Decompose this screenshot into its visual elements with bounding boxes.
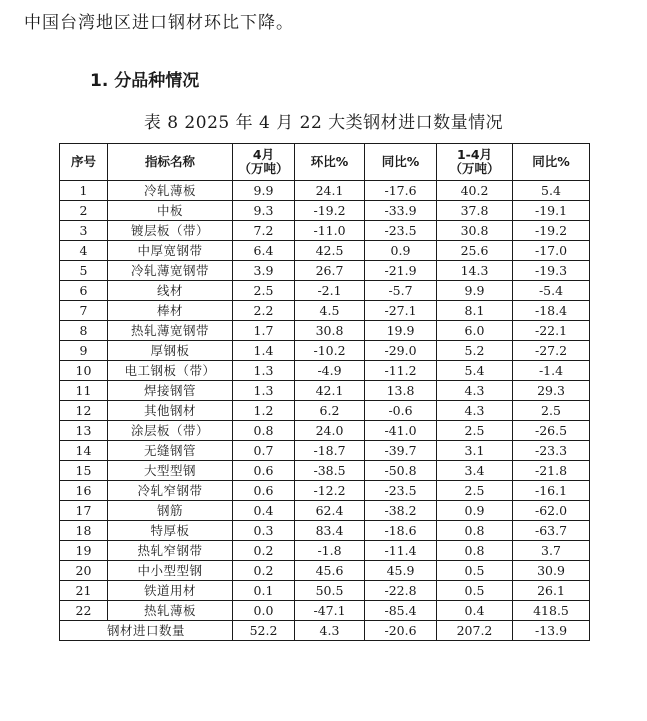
cell-mom: -10.2	[295, 341, 365, 361]
table-row	[60, 481, 590, 501]
cell-mom: 42.5	[295, 241, 365, 261]
cell-seq: 7	[60, 301, 108, 321]
header-april-line2: （万吨）	[238, 161, 289, 176]
total-mom: 4.3	[295, 621, 365, 641]
cell-seq: 13	[60, 421, 108, 441]
cell-ytd-yoy: 418.5	[513, 601, 590, 621]
table-row	[60, 301, 590, 321]
header-seq: 序号	[60, 144, 108, 181]
cell-name: 热轧薄宽钢带	[108, 321, 233, 341]
table-row	[60, 281, 590, 301]
cell-april: 9.9	[233, 181, 295, 201]
cell-seq: 18	[60, 521, 108, 541]
header-april-line1: 4月	[252, 147, 275, 162]
cell-jan-apr: 6.0	[437, 321, 513, 341]
cell-ytd-yoy: -5.4	[513, 281, 590, 301]
cell-mom: -2.1	[295, 281, 365, 301]
cell-seq: 4	[60, 241, 108, 261]
cell-yoy: -17.6	[365, 181, 437, 201]
cell-yoy: -50.8	[365, 461, 437, 481]
cell-april: 6.4	[233, 241, 295, 261]
cell-april: 0.3	[233, 521, 295, 541]
cell-name: 热轧窄钢带	[108, 541, 233, 561]
table-row	[60, 381, 590, 401]
cell-name: 中厚宽钢带	[108, 241, 233, 261]
cell-ytd-yoy: 30.9	[513, 561, 590, 581]
cell-mom: 42.1	[295, 381, 365, 401]
cell-seq: 16	[60, 481, 108, 501]
cell-ytd-yoy: -21.8	[513, 461, 590, 481]
table-row	[60, 201, 590, 221]
cell-april: 0.6	[233, 461, 295, 481]
cell-name: 钢筋	[108, 501, 233, 521]
cell-ytd-yoy: -19.3	[513, 261, 590, 281]
table-row	[60, 181, 590, 201]
header-ytd-yoy: 同比%	[513, 144, 590, 181]
cell-jan-apr: 0.8	[437, 521, 513, 541]
cell-name: 冷轧薄宽钢带	[108, 261, 233, 281]
header-jan-apr-line1: 1-4月	[456, 147, 493, 162]
cell-jan-apr: 0.8	[437, 541, 513, 561]
cell-mom: 4.5	[295, 301, 365, 321]
cell-mom: 26.7	[295, 261, 365, 281]
cell-mom: 24.1	[295, 181, 365, 201]
cell-jan-apr: 5.2	[437, 341, 513, 361]
cell-jan-apr: 30.8	[437, 221, 513, 241]
cell-april: 1.4	[233, 341, 295, 361]
cell-mom: -4.9	[295, 361, 365, 381]
cell-mom: 50.5	[295, 581, 365, 601]
cell-seq: 10	[60, 361, 108, 381]
cell-april: 1.3	[233, 361, 295, 381]
cell-april: 1.2	[233, 401, 295, 421]
cell-ytd-yoy: -19.1	[513, 201, 590, 221]
table-row	[60, 341, 590, 361]
total-yoy: -20.6	[365, 621, 437, 641]
cell-jan-apr: 4.3	[437, 401, 513, 421]
cell-jan-apr: 4.3	[437, 381, 513, 401]
cell-jan-apr: 0.9	[437, 501, 513, 521]
cell-yoy: -27.1	[365, 301, 437, 321]
cell-ytd-yoy: -16.1	[513, 481, 590, 501]
cell-yoy: -41.0	[365, 421, 437, 441]
cell-ytd-yoy: 29.3	[513, 381, 590, 401]
intro-paragraph: 中国台湾地区进口钢材环比下降。	[24, 13, 294, 33]
cell-seq: 6	[60, 281, 108, 301]
table-row	[60, 401, 590, 421]
cell-ytd-yoy: 3.7	[513, 541, 590, 561]
cell-jan-apr: 2.5	[437, 421, 513, 441]
cell-yoy: -85.4	[365, 601, 437, 621]
table-row	[60, 241, 590, 261]
cell-jan-apr: 8.1	[437, 301, 513, 321]
cell-seq: 15	[60, 461, 108, 481]
total-label: 钢材进口数量	[60, 621, 233, 641]
cell-jan-apr: 3.4	[437, 461, 513, 481]
cell-ytd-yoy: -23.3	[513, 441, 590, 461]
table-row	[60, 261, 590, 281]
cell-name: 冷轧窄钢带	[108, 481, 233, 501]
table-row	[60, 361, 590, 381]
cell-jan-apr: 0.4	[437, 601, 513, 621]
cell-april: 2.2	[233, 301, 295, 321]
cell-ytd-yoy: -17.0	[513, 241, 590, 261]
table-row	[60, 601, 590, 621]
cell-jan-apr: 2.5	[437, 481, 513, 501]
cell-ytd-yoy: 5.4	[513, 181, 590, 201]
cell-seq: 21	[60, 581, 108, 601]
cell-name: 中板	[108, 201, 233, 221]
table-row	[60, 521, 590, 541]
cell-jan-apr: 14.3	[437, 261, 513, 281]
cell-name: 中小型型钢	[108, 561, 233, 581]
cell-name: 厚钢板	[108, 341, 233, 361]
cell-ytd-yoy: 26.1	[513, 581, 590, 601]
cell-yoy: -0.6	[365, 401, 437, 421]
cell-yoy: 13.8	[365, 381, 437, 401]
cell-ytd-yoy: -19.2	[513, 221, 590, 241]
cell-seq: 19	[60, 541, 108, 561]
table-body	[60, 181, 590, 641]
total-ytd-yoy: -13.9	[513, 621, 590, 641]
cell-name: 其他钢材	[108, 401, 233, 421]
steel-import-table	[59, 143, 590, 641]
total-april: 52.2	[233, 621, 295, 641]
cell-seq: 9	[60, 341, 108, 361]
cell-yoy: -22.8	[365, 581, 437, 601]
cell-yoy: 0.9	[365, 241, 437, 261]
cell-april: 0.1	[233, 581, 295, 601]
cell-mom: 83.4	[295, 521, 365, 541]
cell-name: 涂层板（带）	[108, 421, 233, 441]
cell-ytd-yoy: -62.0	[513, 501, 590, 521]
cell-april: 0.0	[233, 601, 295, 621]
cell-ytd-yoy: 2.5	[513, 401, 590, 421]
cell-seq: 20	[60, 561, 108, 581]
cell-yoy: -5.7	[365, 281, 437, 301]
cell-yoy: -33.9	[365, 201, 437, 221]
cell-mom: 30.8	[295, 321, 365, 341]
cell-mom: -11.0	[295, 221, 365, 241]
cell-seq: 17	[60, 501, 108, 521]
cell-yoy: -38.2	[365, 501, 437, 521]
cell-mom: 24.0	[295, 421, 365, 441]
cell-seq: 2	[60, 201, 108, 221]
cell-april: 0.7	[233, 441, 295, 461]
cell-seq: 12	[60, 401, 108, 421]
cell-ytd-yoy: -26.5	[513, 421, 590, 441]
table-row	[60, 321, 590, 341]
cell-april: 0.2	[233, 541, 295, 561]
cell-yoy: -39.7	[365, 441, 437, 461]
header-mom: 环比%	[295, 144, 365, 181]
cell-yoy: 19.9	[365, 321, 437, 341]
cell-yoy: -23.5	[365, 481, 437, 501]
cell-jan-apr: 0.5	[437, 581, 513, 601]
table-row	[60, 221, 590, 241]
cell-april: 0.4	[233, 501, 295, 521]
cell-name: 特厚板	[108, 521, 233, 541]
cell-name: 棒材	[108, 301, 233, 321]
cell-name: 大型型钢	[108, 461, 233, 481]
cell-april: 7.2	[233, 221, 295, 241]
table-row	[60, 501, 590, 521]
table-row	[60, 561, 590, 581]
table-row	[60, 441, 590, 461]
cell-name: 线材	[108, 281, 233, 301]
table-row	[60, 421, 590, 441]
header-april	[233, 144, 295, 181]
cell-name: 电工钢板（带）	[108, 361, 233, 381]
cell-name: 焊接钢管	[108, 381, 233, 401]
header-jan-apr-line2: （万吨）	[449, 161, 500, 176]
cell-jan-apr: 37.8	[437, 201, 513, 221]
cell-mom: -47.1	[295, 601, 365, 621]
section-heading: 1. 分品种情况	[90, 71, 200, 91]
cell-jan-apr: 5.4	[437, 361, 513, 381]
cell-name: 镀层板（带）	[108, 221, 233, 241]
cell-april: 0.6	[233, 481, 295, 501]
cell-mom: -38.5	[295, 461, 365, 481]
total-jan-apr: 207.2	[437, 621, 513, 641]
cell-ytd-yoy: -1.4	[513, 361, 590, 381]
cell-yoy: -11.4	[365, 541, 437, 561]
cell-ytd-yoy: -63.7	[513, 521, 590, 541]
cell-yoy: -23.5	[365, 221, 437, 241]
cell-yoy: -11.2	[365, 361, 437, 381]
cell-april: 0.8	[233, 421, 295, 441]
cell-name: 铁道用材	[108, 581, 233, 601]
cell-seq: 3	[60, 221, 108, 241]
table-row	[60, 461, 590, 481]
cell-ytd-yoy: -27.2	[513, 341, 590, 361]
cell-seq: 8	[60, 321, 108, 341]
cell-yoy: -21.9	[365, 261, 437, 281]
cell-mom: -18.7	[295, 441, 365, 461]
cell-mom: 6.2	[295, 401, 365, 421]
cell-ytd-yoy: -22.1	[513, 321, 590, 341]
total-row	[60, 621, 590, 641]
cell-april: 0.2	[233, 561, 295, 581]
cell-mom: -12.2	[295, 481, 365, 501]
cell-mom: -1.8	[295, 541, 365, 561]
header-yoy: 同比%	[365, 144, 437, 181]
cell-seq: 1	[60, 181, 108, 201]
cell-jan-apr: 40.2	[437, 181, 513, 201]
cell-seq: 14	[60, 441, 108, 461]
cell-yoy: -18.6	[365, 521, 437, 541]
cell-jan-apr: 0.5	[437, 561, 513, 581]
table-caption: 表 8 2025 年 4 月 22 大类钢材进口数量情况	[143, 113, 504, 133]
cell-jan-apr: 25.6	[437, 241, 513, 261]
table-header-row	[60, 144, 590, 181]
table-row	[60, 581, 590, 601]
cell-name: 冷轧薄板	[108, 181, 233, 201]
table-row	[60, 541, 590, 561]
cell-mom: 45.6	[295, 561, 365, 581]
cell-jan-apr: 3.1	[437, 441, 513, 461]
cell-name: 热轧薄板	[108, 601, 233, 621]
cell-yoy: -29.0	[365, 341, 437, 361]
cell-seq: 22	[60, 601, 108, 621]
cell-yoy: 45.9	[365, 561, 437, 581]
cell-seq: 5	[60, 261, 108, 281]
cell-april: 3.9	[233, 261, 295, 281]
cell-april: 9.3	[233, 201, 295, 221]
cell-april: 1.7	[233, 321, 295, 341]
header-jan-apr	[437, 144, 513, 181]
cell-april: 2.5	[233, 281, 295, 301]
cell-jan-apr: 9.9	[437, 281, 513, 301]
cell-seq: 11	[60, 381, 108, 401]
cell-mom: -19.2	[295, 201, 365, 221]
header-name: 指标名称	[108, 144, 233, 181]
cell-name: 无缝钢管	[108, 441, 233, 461]
cell-april: 1.3	[233, 381, 295, 401]
cell-mom: 62.4	[295, 501, 365, 521]
cell-ytd-yoy: -18.4	[513, 301, 590, 321]
